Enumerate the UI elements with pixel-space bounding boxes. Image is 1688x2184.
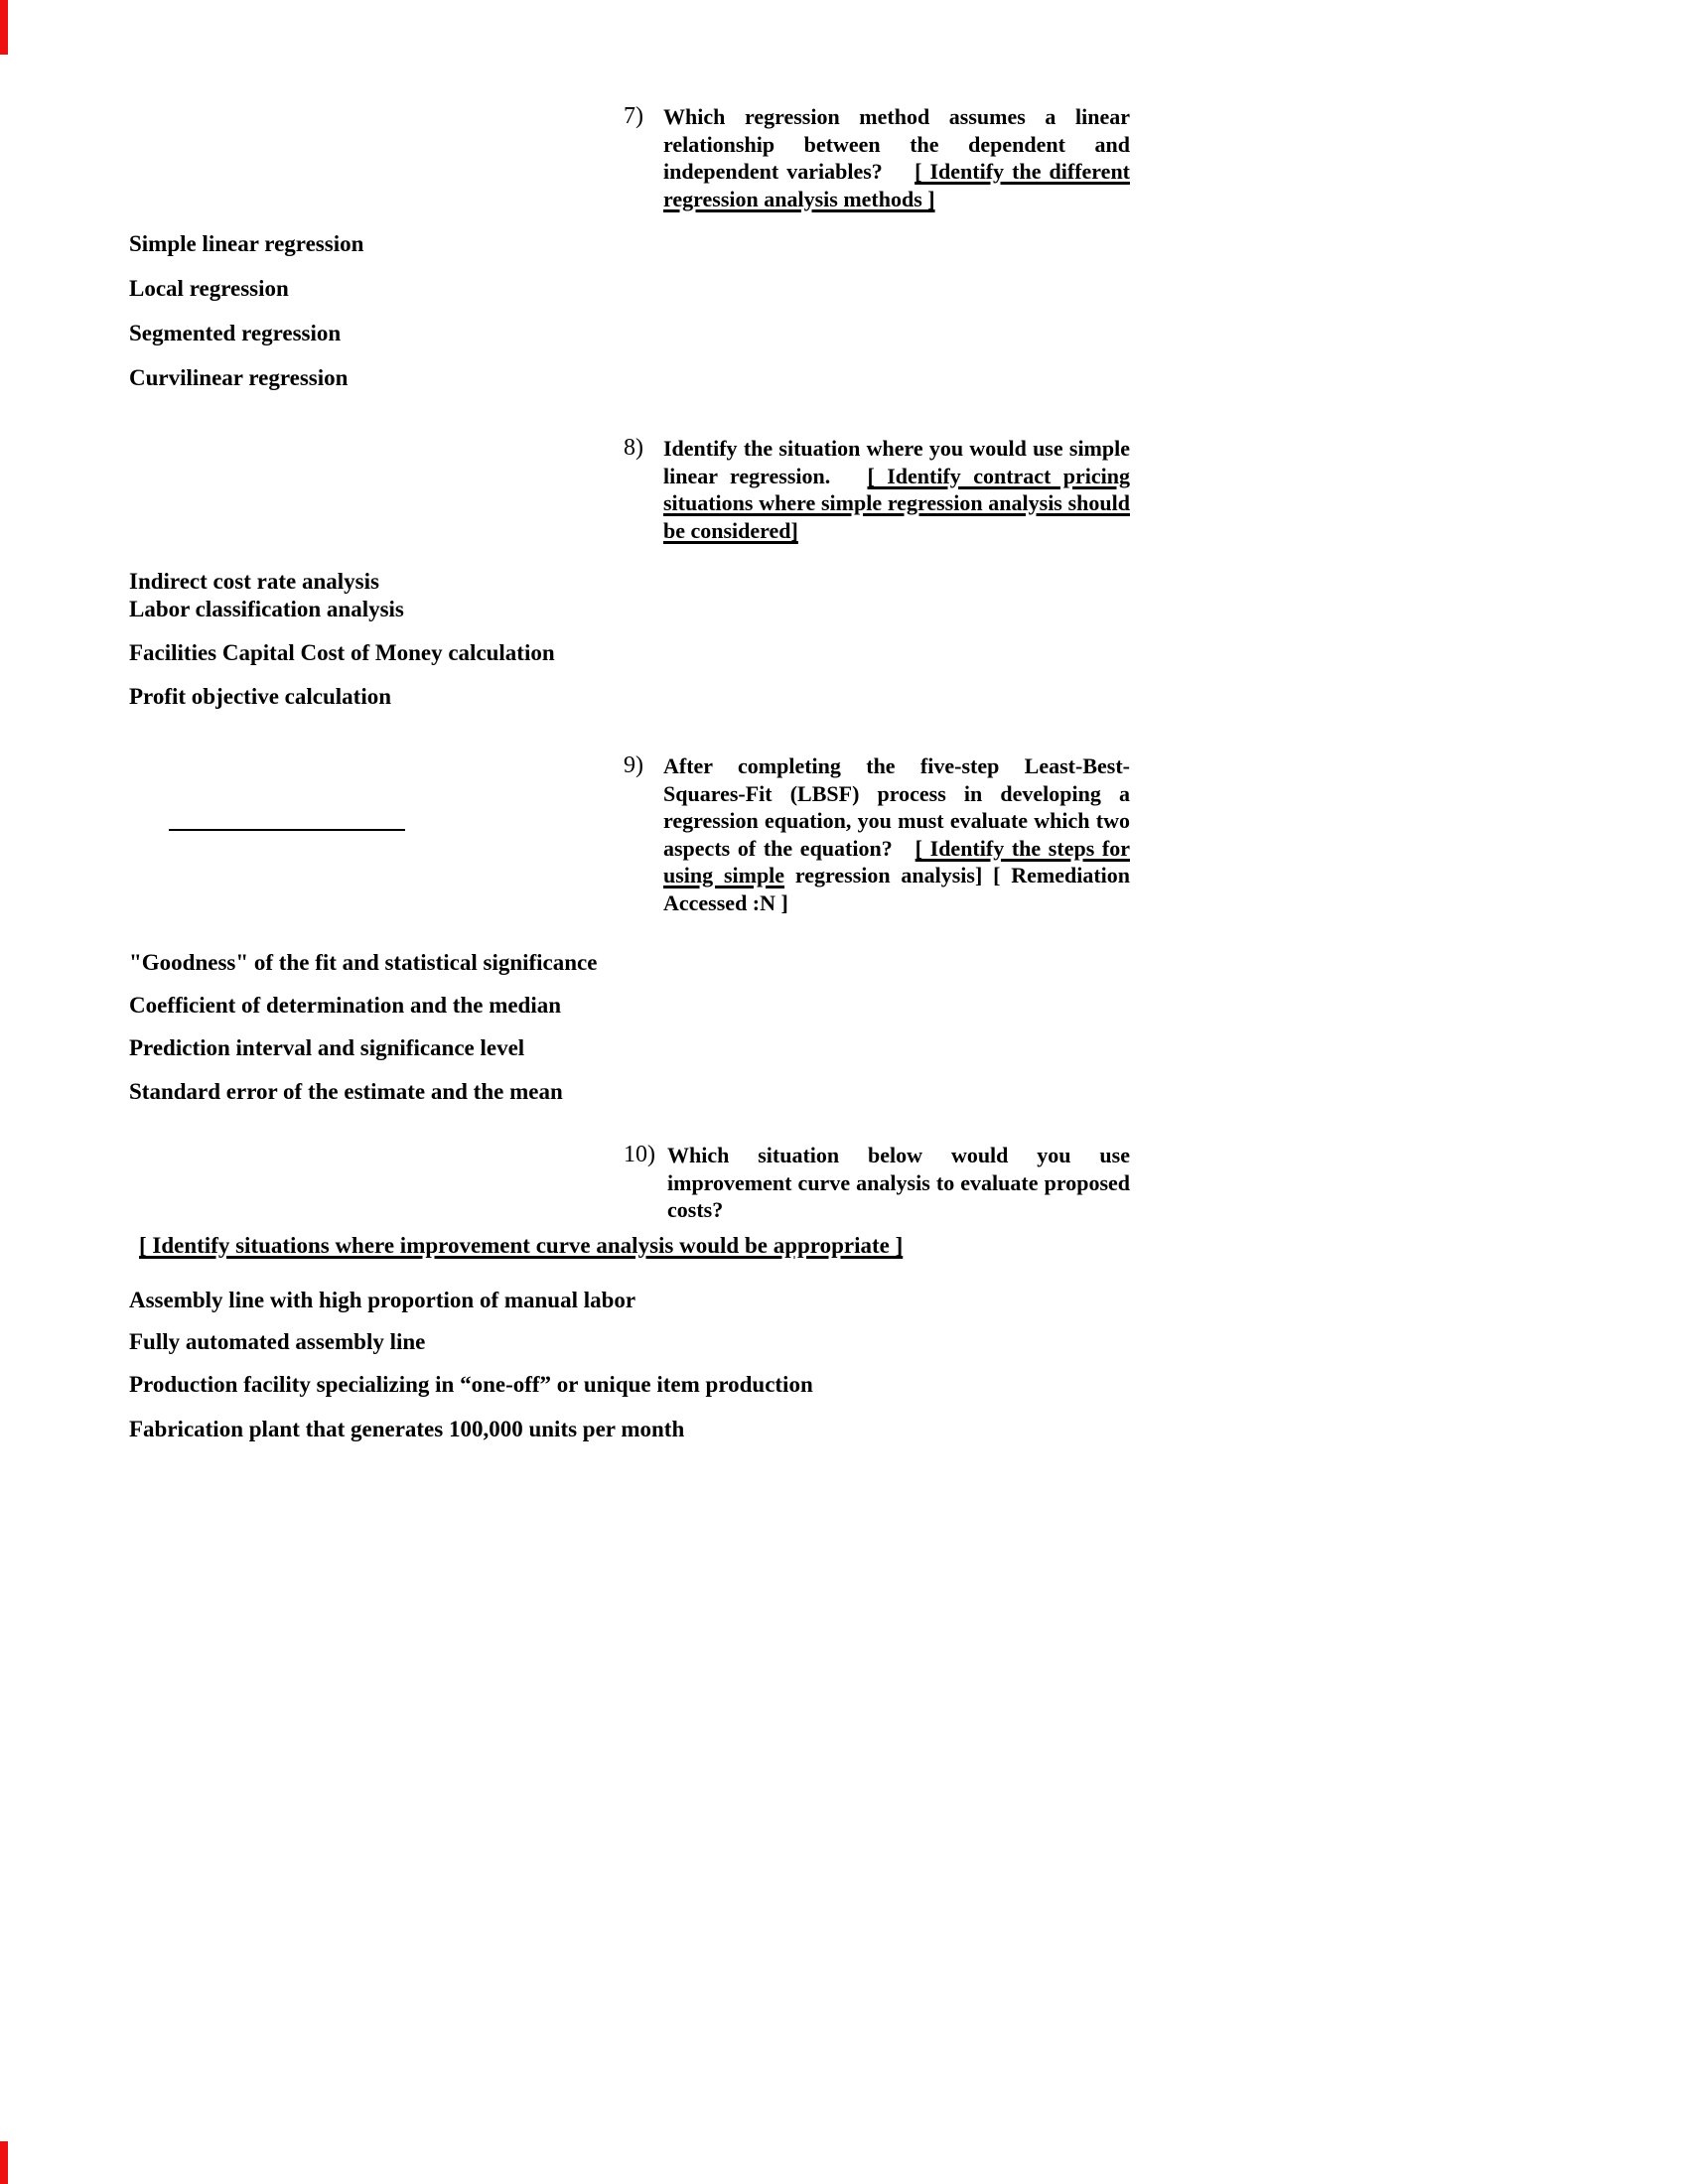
question-9 xyxy=(624,752,1130,916)
answer-option: Facilities Capital Cost of Money calculation xyxy=(129,640,555,665)
answer-option: Simple linear regression xyxy=(129,231,364,256)
question-10-text: Which situation below would you use improvement curve analysis to evaluate proposed costs? xyxy=(667,1143,1130,1222)
answer-option: Segmented regression xyxy=(129,321,342,345)
answer-option: Production facility specializing in “one-off” or unique item production xyxy=(129,1372,813,1397)
question-8-text: Identify the situation where you would use simple linear regression. xyxy=(663,436,1130,488)
question-8 xyxy=(624,435,1130,544)
answer-option: Assembly line with high proportion of manual labor xyxy=(129,1288,636,1312)
answer-option: Curvilinear regression xyxy=(129,365,349,390)
answer-option: Indirect cost rate analysis xyxy=(129,569,379,594)
question-7-text: Which regression method assumes a linear relationship between the dependent and independent variables? xyxy=(663,104,1130,184)
answer-option: Labor classification analysis xyxy=(129,597,404,621)
answer-option: Coefficient of determination and the median xyxy=(129,993,562,1018)
red-edge-mark-top xyxy=(0,0,8,55)
answer-option: Standard error of the estimate and the mean xyxy=(129,1079,563,1104)
question-9-directive: [ Identify the steps for using simple xyxy=(663,835,1130,887)
blank-answer-line xyxy=(169,829,405,831)
question-8-directive: [ Identify contract pricing situations where simple regression analysis should be considered] xyxy=(663,463,1131,543)
answer-option: Profit objective calculation xyxy=(129,684,392,709)
answer-option: Fully automated assembly line xyxy=(129,1329,426,1354)
answer-option: "Goodness" of the fit and statistical significance xyxy=(129,950,598,975)
question-7-number: 7) xyxy=(624,103,643,129)
answer-option: Local regression xyxy=(129,276,289,301)
question-9-number: 9) xyxy=(624,752,643,778)
question-10-directive: [ Identify situations where improvement curve analysis would be appropriate ] xyxy=(139,1233,904,1258)
question-9-text: After completing the five-step Least-Best-Squares-Fit (LBSF) process in developing a regression equation, you must evaluate which two aspects of the equation? xyxy=(663,753,1130,861)
answer-option: Fabrication plant that generates 100,000 units per month xyxy=(129,1417,685,1441)
question-9-text-post: regression analysis] [ Remediation Accessed :N ] xyxy=(663,863,1130,915)
question-8-number: 8) xyxy=(624,435,643,461)
red-edge-mark-bottom xyxy=(0,2141,8,2184)
answer-option: Prediction interval and significance level xyxy=(129,1035,525,1060)
question-10 xyxy=(624,1142,1130,1224)
question-10-number: 10) xyxy=(624,1142,655,1167)
question-7-directive: [ Identify the different regression analysis methods ] xyxy=(663,159,1130,211)
question-7 xyxy=(624,103,1130,212)
